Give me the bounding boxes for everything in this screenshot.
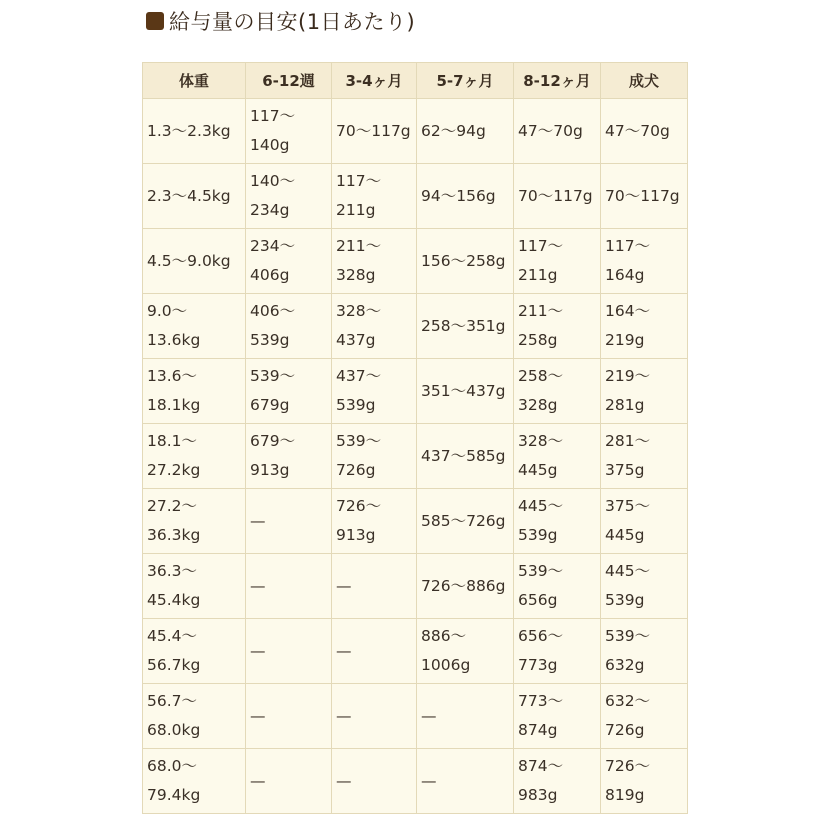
cell-text: 539〜 bbox=[336, 432, 382, 450]
cell-text: 539〜 bbox=[250, 367, 296, 385]
table-cell-5-7-months bbox=[417, 619, 514, 684]
cell-text: 1006g bbox=[421, 656, 471, 674]
cell-text: 45.4〜 bbox=[147, 627, 198, 645]
table-cell-5-7-months bbox=[417, 554, 514, 619]
cell-text: 4.5〜9.0kg bbox=[147, 251, 231, 270]
cell-text: 47〜70g bbox=[518, 121, 583, 140]
cell-text: 406g bbox=[250, 266, 290, 284]
cell-text: 9.0〜 bbox=[147, 302, 188, 320]
cell-text: 36.3〜 bbox=[147, 562, 198, 580]
table-cell-weight bbox=[143, 164, 246, 229]
table-row bbox=[143, 619, 688, 684]
table-cell-5-7-months bbox=[417, 164, 514, 229]
table-cell-5-7-months bbox=[417, 294, 514, 359]
cell-text: 328〜 bbox=[518, 432, 564, 450]
table-cell-8-12-months bbox=[514, 424, 601, 489]
table-cell-weight bbox=[143, 424, 246, 489]
cell-text: 1.3〜2.3kg bbox=[147, 121, 231, 140]
cell-text: 27.2〜 bbox=[147, 497, 198, 515]
cell-text: 632〜 bbox=[605, 692, 651, 710]
cell-text: 47〜70g bbox=[605, 121, 670, 140]
table-cell-3-4-months bbox=[332, 164, 417, 229]
cell-text: 94〜156g bbox=[421, 186, 496, 205]
table-cell-8-12-months bbox=[514, 619, 601, 684]
table-cell-adult bbox=[601, 684, 688, 749]
cell-text: 773g bbox=[518, 656, 558, 674]
cell-text: — bbox=[250, 706, 266, 725]
cell-text: 117〜 bbox=[605, 237, 651, 255]
cell-text: 539〜 bbox=[518, 562, 564, 580]
table-cell-6-12-weeks bbox=[246, 684, 332, 749]
table-cell-6-12-weeks bbox=[246, 164, 332, 229]
cell-text: 164g bbox=[605, 266, 645, 284]
cell-text: 375〜 bbox=[605, 497, 651, 515]
table-cell-3-4-months bbox=[332, 619, 417, 684]
cell-text: 539g bbox=[336, 396, 376, 414]
table-row bbox=[143, 99, 688, 164]
table-cell-5-7-months bbox=[417, 749, 514, 814]
cell-text: 36.3kg bbox=[147, 526, 201, 544]
table-row bbox=[143, 749, 688, 814]
table-cell-3-4-months bbox=[332, 229, 417, 294]
table-cell-weight bbox=[143, 359, 246, 424]
cell-text: 328g bbox=[336, 266, 376, 284]
table-cell-5-7-months bbox=[417, 424, 514, 489]
cell-text: 819g bbox=[605, 786, 645, 804]
table-cell-8-12-months bbox=[514, 684, 601, 749]
table-cell-weight bbox=[143, 489, 246, 554]
cell-text: 219〜 bbox=[605, 367, 651, 385]
table-cell-adult bbox=[601, 489, 688, 554]
table-cell-6-12-weeks bbox=[246, 359, 332, 424]
cell-text: — bbox=[336, 576, 352, 595]
cell-text: 164〜 bbox=[605, 302, 651, 320]
cell-text: 913g bbox=[250, 461, 290, 479]
cell-text: 726〜 bbox=[336, 497, 382, 515]
table-header-row bbox=[143, 63, 688, 99]
table-cell-weight bbox=[143, 619, 246, 684]
cell-text: 2.3〜4.5kg bbox=[147, 186, 231, 205]
table-cell-adult bbox=[601, 99, 688, 164]
table-cell-adult bbox=[601, 164, 688, 229]
table-cell-adult bbox=[601, 424, 688, 489]
table-cell-8-12-months bbox=[514, 99, 601, 164]
table-cell-5-7-months bbox=[417, 684, 514, 749]
cell-text: 445g bbox=[518, 461, 558, 479]
table-cell-3-4-months bbox=[332, 489, 417, 554]
table-cell-adult bbox=[601, 619, 688, 684]
cell-text: 117〜 bbox=[518, 237, 564, 255]
table-cell-adult bbox=[601, 749, 688, 814]
cell-text: 13.6kg bbox=[147, 331, 201, 349]
header-weight: 体重 bbox=[143, 63, 246, 99]
cell-text: 445g bbox=[605, 526, 645, 544]
cell-text: 140〜 bbox=[250, 172, 296, 190]
table-cell-weight bbox=[143, 684, 246, 749]
table-cell-3-4-months bbox=[332, 359, 417, 424]
cell-text: 773〜 bbox=[518, 692, 564, 710]
table-row bbox=[143, 229, 688, 294]
cell-text: 70〜117g bbox=[336, 121, 411, 140]
square-bullet-icon bbox=[146, 12, 164, 30]
table-cell-8-12-months bbox=[514, 294, 601, 359]
section-heading bbox=[146, 4, 415, 38]
table-cell-6-12-weeks bbox=[246, 554, 332, 619]
cell-text: 437g bbox=[336, 331, 376, 349]
cell-text: 13.6〜 bbox=[147, 367, 198, 385]
cell-text: 445〜 bbox=[605, 562, 651, 580]
table-cell-weight bbox=[143, 99, 246, 164]
cell-text: 726g bbox=[336, 461, 376, 479]
cell-text: 68.0kg bbox=[147, 721, 201, 739]
table-row bbox=[143, 424, 688, 489]
cell-text: 211〜 bbox=[518, 302, 564, 320]
table-cell-8-12-months bbox=[514, 489, 601, 554]
table-cell-3-4-months bbox=[332, 424, 417, 489]
table-cell-adult bbox=[601, 229, 688, 294]
table-row bbox=[143, 489, 688, 554]
cell-text: 211g bbox=[336, 201, 376, 219]
cell-text: 656g bbox=[518, 591, 558, 609]
table-cell-weight bbox=[143, 229, 246, 294]
cell-text: 281〜 bbox=[605, 432, 651, 450]
cell-text: 874g bbox=[518, 721, 558, 739]
table-cell-5-7-months bbox=[417, 359, 514, 424]
cell-text: 70〜117g bbox=[518, 186, 593, 205]
table-cell-3-4-months bbox=[332, 554, 417, 619]
header-6-12-weeks: 6-12週 bbox=[246, 63, 332, 99]
table-cell-8-12-months bbox=[514, 359, 601, 424]
cell-text: 328〜 bbox=[336, 302, 382, 320]
cell-text: 117〜 bbox=[250, 107, 296, 125]
table-cell-6-12-weeks bbox=[246, 749, 332, 814]
cell-text: — bbox=[250, 511, 266, 530]
header-5-7-months: 5-7ヶ月 bbox=[417, 63, 514, 99]
header-3-4-months: 3-4ヶ月 bbox=[332, 63, 417, 99]
table-cell-weight bbox=[143, 294, 246, 359]
table-cell-6-12-weeks bbox=[246, 424, 332, 489]
cell-text: 632g bbox=[605, 656, 645, 674]
table-cell-8-12-months bbox=[514, 229, 601, 294]
cell-text: 437〜585g bbox=[421, 446, 506, 465]
cell-text: 983g bbox=[518, 786, 558, 804]
cell-text: — bbox=[336, 771, 352, 790]
cell-text: — bbox=[250, 576, 266, 595]
cell-text: 585〜726g bbox=[421, 511, 506, 530]
table-cell-6-12-weeks bbox=[246, 294, 332, 359]
table-cell-3-4-months bbox=[332, 749, 417, 814]
cell-text: 351〜437g bbox=[421, 381, 506, 400]
heading-title: 給与量の目安(1日あたり) bbox=[169, 10, 416, 34]
cell-text: 62〜94g bbox=[421, 121, 486, 140]
cell-text: — bbox=[336, 641, 352, 660]
cell-text: 56.7〜 bbox=[147, 692, 198, 710]
table-cell-8-12-months bbox=[514, 164, 601, 229]
cell-text: 156〜258g bbox=[421, 251, 506, 270]
cell-text: 726g bbox=[605, 721, 645, 739]
cell-text: 328g bbox=[518, 396, 558, 414]
cell-text: 679〜 bbox=[250, 432, 296, 450]
cell-text: 45.4kg bbox=[147, 591, 201, 609]
table-row bbox=[143, 164, 688, 229]
table-cell-5-7-months bbox=[417, 489, 514, 554]
cell-text: 539g bbox=[518, 526, 558, 544]
cell-text: 445〜 bbox=[518, 497, 564, 515]
table-cell-6-12-weeks bbox=[246, 489, 332, 554]
cell-text: 258g bbox=[518, 331, 558, 349]
table-cell-5-7-months bbox=[417, 229, 514, 294]
cell-text: 79.4kg bbox=[147, 786, 201, 804]
cell-text: 18.1kg bbox=[147, 396, 201, 414]
table-cell-3-4-months bbox=[332, 294, 417, 359]
cell-text: 281g bbox=[605, 396, 645, 414]
table-cell-5-7-months bbox=[417, 99, 514, 164]
table-cell-8-12-months bbox=[514, 749, 601, 814]
table-cell-6-12-weeks bbox=[246, 619, 332, 684]
cell-text: 886〜 bbox=[421, 627, 467, 645]
cell-text: 56.7kg bbox=[147, 656, 201, 674]
cell-text: 234〜 bbox=[250, 237, 296, 255]
table-row bbox=[143, 294, 688, 359]
cell-text: 140g bbox=[250, 136, 290, 154]
cell-text: 117〜 bbox=[336, 172, 382, 190]
cell-text: — bbox=[421, 706, 437, 725]
table-cell-weight bbox=[143, 749, 246, 814]
cell-text: 211〜 bbox=[336, 237, 382, 255]
table-cell-8-12-months bbox=[514, 554, 601, 619]
cell-text: 211g bbox=[518, 266, 558, 284]
table-cell-adult bbox=[601, 554, 688, 619]
header-8-12-months: 8-12ヶ月 bbox=[514, 63, 601, 99]
cell-text: 234g bbox=[250, 201, 290, 219]
cell-text: — bbox=[250, 641, 266, 660]
table-cell-adult bbox=[601, 294, 688, 359]
cell-text: 726〜886g bbox=[421, 576, 506, 595]
cell-text: 68.0〜 bbox=[147, 757, 198, 775]
feeding-amount-table bbox=[142, 62, 688, 814]
table-cell-adult bbox=[601, 359, 688, 424]
cell-text: 539g bbox=[250, 331, 290, 349]
cell-text: 874〜 bbox=[518, 757, 564, 775]
table-cell-3-4-months bbox=[332, 99, 417, 164]
cell-text: 258〜 bbox=[518, 367, 564, 385]
table-cell-6-12-weeks bbox=[246, 229, 332, 294]
cell-text: 539〜 bbox=[605, 627, 651, 645]
table-row bbox=[143, 554, 688, 619]
table-cell-6-12-weeks bbox=[246, 99, 332, 164]
cell-text: 258〜351g bbox=[421, 316, 506, 335]
cell-text: — bbox=[336, 706, 352, 725]
cell-text: 437〜 bbox=[336, 367, 382, 385]
table-cell-weight bbox=[143, 554, 246, 619]
cell-text: 539g bbox=[605, 591, 645, 609]
cell-text: 70〜117g bbox=[605, 186, 680, 205]
cell-text: 406〜 bbox=[250, 302, 296, 320]
cell-text: 656〜 bbox=[518, 627, 564, 645]
cell-text: 27.2kg bbox=[147, 461, 201, 479]
cell-text: 18.1〜 bbox=[147, 432, 198, 450]
cell-text: 913g bbox=[336, 526, 376, 544]
table-row bbox=[143, 359, 688, 424]
cell-text: 375g bbox=[605, 461, 645, 479]
table-cell-3-4-months bbox=[332, 684, 417, 749]
cell-text: 726〜 bbox=[605, 757, 651, 775]
table-row bbox=[143, 684, 688, 749]
header-adult: 成犬 bbox=[601, 63, 688, 99]
cell-text: — bbox=[421, 771, 437, 790]
cell-text: 679g bbox=[250, 396, 290, 414]
cell-text: 219g bbox=[605, 331, 645, 349]
table-body bbox=[143, 99, 688, 814]
cell-text: — bbox=[250, 771, 266, 790]
